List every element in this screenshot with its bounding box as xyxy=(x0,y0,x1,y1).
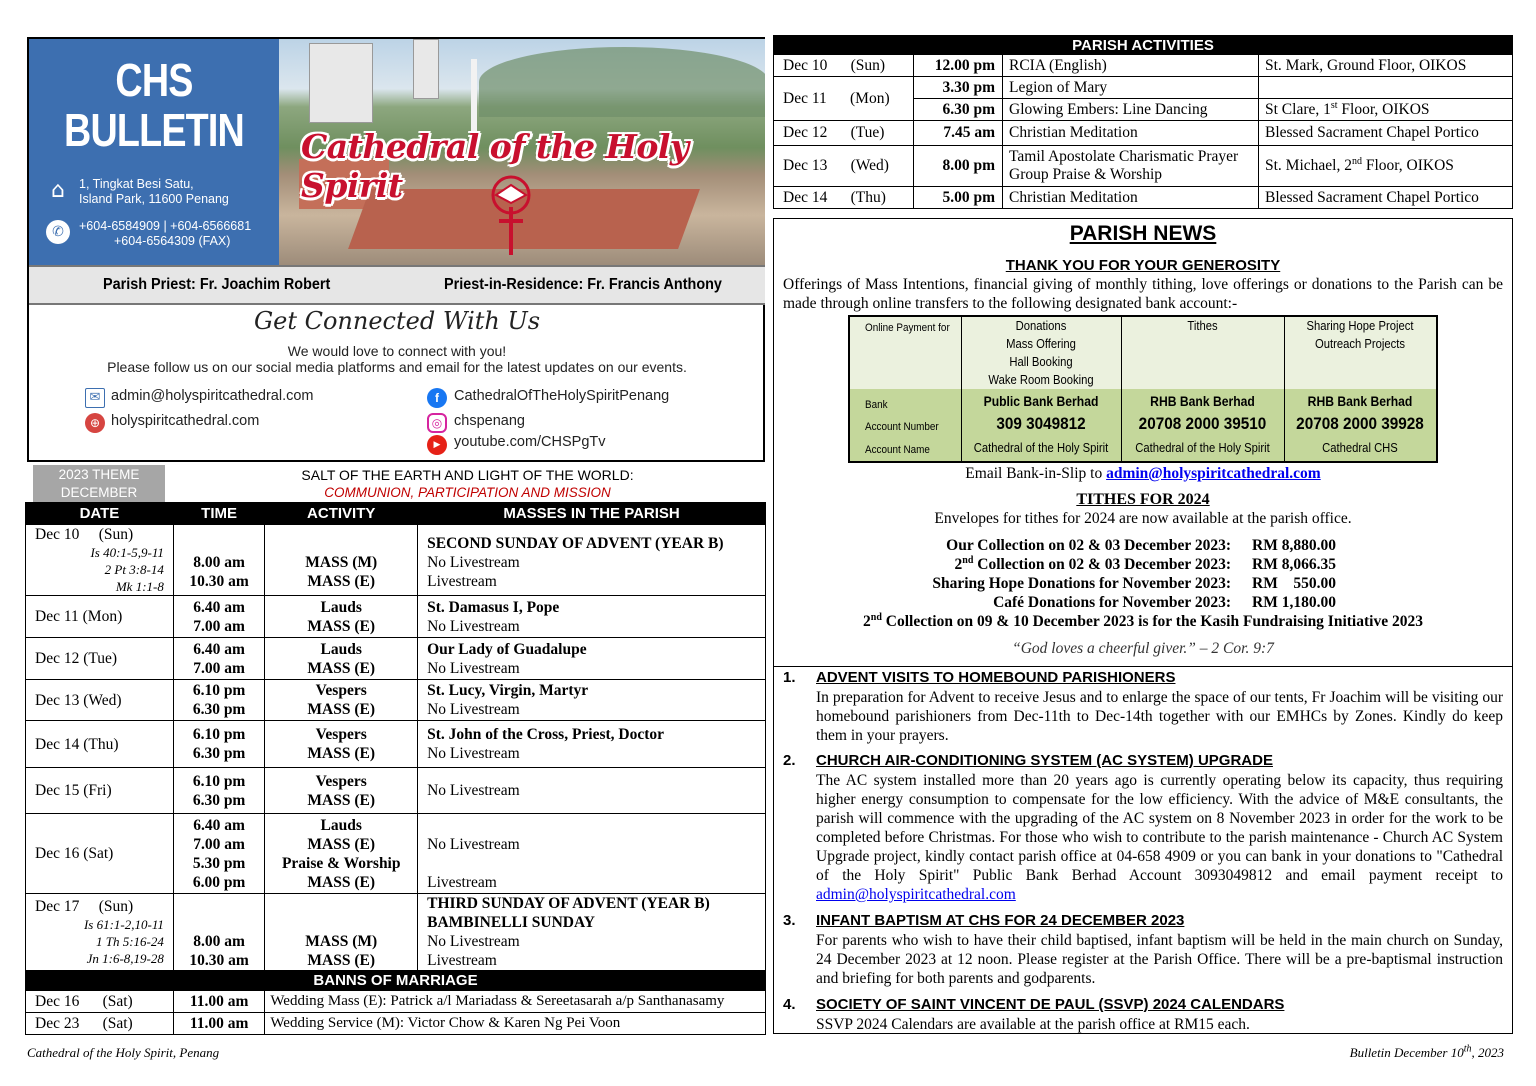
connect-message-1: We would love to connect with you! xyxy=(287,343,507,359)
time-cell xyxy=(173,814,264,894)
livestream-note: No Livestream xyxy=(427,745,520,762)
purpose: Donations xyxy=(1015,319,1067,333)
divider xyxy=(1121,317,1122,461)
livestream-note: No Livestream xyxy=(427,617,520,635)
mass-schedule-table xyxy=(25,502,766,1035)
collection-note xyxy=(774,613,1512,631)
collection-row xyxy=(774,575,1512,594)
activity: Lauds xyxy=(320,816,362,834)
activity: MASS (E) xyxy=(307,617,376,635)
bank-account-table xyxy=(848,315,1438,463)
address xyxy=(79,177,229,207)
activity-time: 7.45 am xyxy=(914,121,1003,146)
phone-line2: +604-6564309 (FAX) xyxy=(114,234,231,248)
column-header: MASSES IN THE PARISH xyxy=(418,503,766,525)
banns-row xyxy=(26,1013,766,1035)
date-cell: Dec 12 (Tue) xyxy=(26,638,174,680)
item-text-body: The AC system installed more than 20 years ago is currently operating below its capacity, thus requiring higher energy consumption to compensate for the low efficiency. With the advice of M&E consultants, the parish will commence with the upgrading of the AC system on 8 November 2023 in order for the work to be completed before Christmas. For those who wish to contribute to the parish maintenance - Church AC System Upgrade project, kindly contact parish office at 04-658 4909 or you can bank in your donations to "Cathedral of the Holy Spirit" Public Bank Berhad Account 3093049812 and email payment receipt to xyxy=(816,772,1503,884)
masses-cell xyxy=(418,894,766,971)
time: 6.00 pm xyxy=(192,873,246,891)
table-row xyxy=(26,894,766,971)
theme-month: DECEMBER xyxy=(60,485,138,500)
livestream-note: No Livestream xyxy=(427,835,520,853)
livestream-note: Livestream xyxy=(427,873,497,891)
contact-instagram[interactable]: chspenang xyxy=(454,413,525,429)
bank-name: RHB Bank Berhad xyxy=(1150,394,1255,409)
address-line1: 1, Tingkat Besi Satu, xyxy=(79,177,194,191)
banns-date: Dec 23 (Sat) xyxy=(26,1013,174,1035)
footer-year: , 2023 xyxy=(1471,1045,1504,1060)
date-cell xyxy=(26,525,174,596)
reading: Jn 1:6-8,19-28 xyxy=(86,951,164,966)
priests-bar xyxy=(29,265,765,305)
cathedral-photo xyxy=(279,39,765,265)
activity-cell xyxy=(265,638,418,680)
item-title: SOCIETY OF SAINT VINCENT DE PAUL (SSVP) 2024 CALENDARS xyxy=(816,996,1285,1013)
time: 7.00 am xyxy=(193,659,245,677)
divider xyxy=(961,317,962,461)
account-number: 20708 2000 39510 xyxy=(1138,414,1267,433)
table-row xyxy=(26,680,766,721)
activity-location: Blessed Sacrament Chapel Portico xyxy=(1259,187,1513,209)
theme-box xyxy=(33,465,165,502)
divider xyxy=(774,666,1512,667)
activity-date: Dec 14 (Thu) xyxy=(774,187,914,209)
activities-header: PARISH ACTIVITIES xyxy=(774,36,1513,55)
masses-cell xyxy=(418,768,766,814)
activity-cell xyxy=(265,525,418,596)
livestream-note: Livestream xyxy=(427,573,497,590)
time-cell xyxy=(173,768,264,814)
activity-cell xyxy=(265,768,418,814)
time: 7.00 am xyxy=(193,617,245,635)
time: 6.40 am xyxy=(193,598,245,616)
account-name: Cathedral of the Holy Spirit xyxy=(973,441,1109,455)
banns-detail: Wedding Service (M): Victor Chow & Karen Ng Pei Voon xyxy=(265,1013,766,1035)
activity-location: Blessed Sacrament Chapel Portico xyxy=(1259,121,1513,146)
item-title: ADVENT VISITS TO HOMEBOUND PARISHIONERS xyxy=(816,669,1176,686)
time-cell xyxy=(173,721,264,768)
feast: BAMBINELLI SUNDAY xyxy=(427,914,595,931)
time: 7.00 am xyxy=(193,835,245,853)
activity: MASS (E) xyxy=(307,573,376,590)
location-suffix: nd xyxy=(1351,155,1362,167)
livestream-note: No Livestream xyxy=(427,782,520,799)
brand-line2: BULLETIN xyxy=(64,104,244,156)
brand-panel xyxy=(29,39,279,265)
reading: Is 40:1-5,9-11 xyxy=(90,545,164,560)
item-title: INFANT BAPTISM AT CHS FOR 24 DECEMBER 2023 xyxy=(816,912,1185,929)
location-suffix: st xyxy=(1330,99,1338,111)
table-header-row xyxy=(774,36,1513,55)
table-header-row xyxy=(26,503,766,525)
reading: 1 Th 5:16-24 xyxy=(95,934,164,949)
divider xyxy=(1284,317,1285,461)
activity: MASS (E) xyxy=(307,791,376,809)
masses-cell xyxy=(418,721,766,768)
purpose: Mass Offering xyxy=(1006,337,1076,351)
activity-date: Dec 10 (Sun) xyxy=(774,55,914,77)
time: 5.30 pm xyxy=(192,854,246,872)
globe-icon: ⊕ xyxy=(85,413,105,433)
activity-time: 6.30 pm xyxy=(914,99,1003,121)
youtube-icon: ▶ xyxy=(427,435,447,455)
thanks-title: THANK YOU FOR YOUR GENEROSITY xyxy=(1005,257,1281,274)
parish-priest: Parish Priest: Fr. Joachim Robert xyxy=(103,276,331,293)
time: 8.00 am xyxy=(193,933,245,950)
account-number: 309 3049812 xyxy=(996,414,1086,433)
time: 6.30 pm xyxy=(192,791,246,809)
time-cell xyxy=(173,596,264,638)
time-cell xyxy=(173,638,264,680)
activity-line: Tamil Apostolate Charismatic Prayer xyxy=(1009,148,1239,165)
location-text: Floor, OIKOS xyxy=(1361,157,1454,174)
facebook-icon: f xyxy=(427,388,447,408)
purpose: Outreach Projects xyxy=(1314,337,1406,351)
connect-title: Get Connected With Us xyxy=(253,307,541,335)
date-cell: Dec 14 (Thu) xyxy=(26,721,174,768)
item-text xyxy=(816,771,1503,904)
feast: St. Lucy, Virgin, Martyr xyxy=(427,682,589,699)
banns-time: 11.00 am xyxy=(173,1013,264,1035)
feast: St. John of the Cross, Priest, Doctor xyxy=(427,726,665,743)
thanks-text: Offerings of Mass Intentions, financial giving of monthly tithing, love offerings or donations to the Parish can be made through online transfers to the following designated bank account:- xyxy=(783,276,1503,312)
collection-label xyxy=(955,556,1231,574)
activity-location xyxy=(1259,146,1513,187)
priest-in-residence: Priest-in-Residence: Fr. Francis Anthony xyxy=(444,276,722,293)
contact-website[interactable]: holyspiritcathedral.com xyxy=(111,413,260,429)
activity: MASS (E) xyxy=(307,952,376,969)
news-title: PARISH NEWS xyxy=(1069,222,1217,245)
activity-date: Dec 11 (Mon) xyxy=(774,77,914,121)
masses-cell xyxy=(418,814,766,894)
email-slip-text: Email Bank-in-Slip to xyxy=(965,465,1107,482)
tithes-text: Envelopes for tithes for 2024 are now available at the parish office. xyxy=(934,510,1352,527)
item-number: 1. xyxy=(783,669,796,686)
date-text: Dec 10 (Sun) xyxy=(35,526,134,543)
note-text: 2 xyxy=(863,613,871,630)
activity: Vespers xyxy=(315,726,367,743)
time: 6.40 am xyxy=(193,816,245,834)
table-row xyxy=(774,187,1513,209)
feast: St. Damasus I, Pope xyxy=(427,598,560,616)
theme-subtitle: COMMUNION, PARTICIPATION AND MISSION xyxy=(324,485,611,500)
address-line2: Island Park, 11600 Penang xyxy=(79,192,229,206)
time: 6.10 pm xyxy=(192,726,246,743)
collection-label-text: 2 xyxy=(954,556,963,573)
collection-row xyxy=(774,537,1512,556)
contact-facebook[interactable]: CathedralOfTheHolySpiritPenang xyxy=(454,388,670,404)
activity: MASS (E) xyxy=(307,745,376,762)
table-row xyxy=(774,55,1513,77)
activity: Vespers xyxy=(315,682,367,699)
contact-youtube[interactable]: youtube.com/CHSPgTv xyxy=(454,434,606,450)
activity-cell xyxy=(265,721,418,768)
activity-location: St. Mark, Ground Floor, OIKOS xyxy=(1259,55,1513,77)
time-cell xyxy=(173,894,264,971)
feast: SECOND SUNDAY OF ADVENT (YEAR B) xyxy=(427,535,724,552)
activity-date: Dec 13 (Wed) xyxy=(774,146,914,187)
column-header: TIME xyxy=(173,503,264,525)
tithes-purpose: Tithes xyxy=(1187,319,1218,333)
column-header: DATE xyxy=(26,503,174,525)
location-text: St Clare, 1 xyxy=(1265,100,1331,118)
phone-icon: ✆ xyxy=(46,220,70,244)
activity-cell xyxy=(265,680,418,721)
activity-name: Christian Meditation xyxy=(1003,187,1259,209)
collection-value: RM 8,880.00 xyxy=(1252,537,1336,554)
masses-cell xyxy=(418,596,766,638)
home-icon: ⌂ xyxy=(51,178,65,203)
reading: 2 Pt 3:8-14 xyxy=(104,562,164,577)
activity-cell xyxy=(265,814,418,894)
item-text: SSVP 2024 Calendars are available at the parish office at RM15 each. xyxy=(816,1016,1250,1033)
date-cell: Dec 15 (Fri) xyxy=(26,768,174,814)
connect-message-2: Please follow us on our social media platforms and email for the latest updates on our events. xyxy=(107,359,687,375)
collection-label: Sharing Hope Donations for November 2023: xyxy=(932,575,1231,592)
activity-name: Glowing Embers: Line Dancing xyxy=(1003,99,1259,121)
livestream-note: No Livestream xyxy=(427,701,520,718)
account-name: Cathedral CHS xyxy=(1322,441,1398,455)
parish-news xyxy=(773,218,1513,1034)
activity-name xyxy=(1003,146,1259,187)
footer-left: Cathedral of the Holy Spirit, Penang xyxy=(27,1045,220,1060)
parish-activities-table xyxy=(773,35,1513,209)
activity-location xyxy=(1259,77,1513,99)
date-cell: Dec 16 (Sat) xyxy=(26,814,174,894)
email-link[interactable]: admin@holyspiritcathedral.com xyxy=(816,886,1016,903)
donations-purposes xyxy=(969,317,1113,389)
item-number: 3. xyxy=(783,912,796,929)
location-text: Floor, OIKOS xyxy=(1337,100,1430,118)
time: 10.30 am xyxy=(189,952,249,969)
masses-cell xyxy=(418,525,766,596)
time: 8.00 am xyxy=(193,554,245,571)
email-icon: ✉ xyxy=(85,388,105,408)
banns-time: 11.00 am xyxy=(173,991,264,1013)
time: 6.40 am xyxy=(193,640,245,658)
feast: THIRD SUNDAY OF ADVENT (YEAR B) xyxy=(427,895,710,912)
item-text: In preparation for Advent to receive Jesus and to enlarge the space of our tents, Fr Joachim will be visiting our homebound parishioners from Dec-11th to Dec-14th together with our EMHCs by Zones. Kindly do keep them in your prayers. xyxy=(816,689,1503,744)
livestream-note: No Livestream xyxy=(427,933,520,950)
collection-row xyxy=(774,556,1512,575)
activity: Lauds xyxy=(320,598,362,616)
table-row xyxy=(26,596,766,638)
theme-year: 2023 THEME xyxy=(58,467,140,482)
collection-label: Our Collection on 02 & 03 December 2023: xyxy=(946,537,1231,554)
item-number: 2. xyxy=(783,752,796,769)
collection-value: RM 8,066.35 xyxy=(1252,556,1336,573)
bank-name: Public Bank Berhad xyxy=(983,394,1099,409)
activity-name: Legion of Mary xyxy=(1003,77,1259,99)
activity-cell xyxy=(265,596,418,638)
email-slip-line xyxy=(774,465,1512,483)
activity-line: Group Praise & Worship xyxy=(1009,166,1163,183)
banns-date: Dec 16 (Sat) xyxy=(26,991,174,1013)
ordinal-suffix: nd xyxy=(870,611,882,623)
instagram-icon: ◎ xyxy=(427,413,447,433)
banns-detail: Wedding Mass (E): Patrick a/l Mariadass & Sereetasarah a/p Santhanasamy xyxy=(265,991,766,1013)
activity-time: 5.00 pm xyxy=(914,187,1003,209)
table-row xyxy=(774,121,1513,146)
collection-row xyxy=(774,594,1512,613)
table-row xyxy=(26,525,766,596)
item-text: For parents who wish to have their child baptised, infant baptism will be held in the main church on Sunday, 24 December 2023 at 12 noon. Please register at the Parish Office. There will be a pre-baptismal instruction and briefing for both parents and godparents. xyxy=(816,932,1503,987)
online-payment-label: Online Payment for xyxy=(865,322,950,334)
time: 6.30 pm xyxy=(192,745,246,762)
collection-value: RM 550.00 xyxy=(1252,575,1336,592)
activity: MASS (M) xyxy=(305,933,378,950)
account-number: 20708 2000 39928 xyxy=(1296,414,1424,433)
time: 6.10 pm xyxy=(192,772,246,790)
table-row xyxy=(774,77,1513,99)
theme-title: SALT OF THE EARTH AND LIGHT OF THE WORLD: xyxy=(301,467,634,483)
banns-header: BANNS OF MARRIAGE xyxy=(26,971,766,991)
table-row xyxy=(26,638,766,680)
table-row xyxy=(26,721,766,768)
masses-cell xyxy=(418,680,766,721)
footer-date: Bulletin December 10 xyxy=(1349,1045,1464,1060)
activity-time: 12.00 pm xyxy=(914,55,1003,77)
footer-right xyxy=(1350,1045,1504,1061)
activity: MASS (E) xyxy=(307,873,376,891)
brand-line1: CHS xyxy=(115,54,193,106)
note-text: Collection on 09 & 10 December 2023 is for the Kasih Fundraising Initiative 2023 xyxy=(881,613,1423,630)
activity-time: 3.30 pm xyxy=(914,77,1003,99)
column-header: ACTIVITY xyxy=(265,503,418,525)
date-cell: Dec 11 (Mon) xyxy=(26,596,174,638)
livestream-note: No Livestream xyxy=(427,554,520,571)
collection-label-text: Collection on 02 & 03 December 2023: xyxy=(973,556,1231,573)
bank-label: Bank xyxy=(865,399,888,411)
time-cell xyxy=(173,525,264,596)
banns-row xyxy=(26,991,766,1013)
photo-building xyxy=(309,43,373,123)
activity: MASS (E) xyxy=(307,701,376,718)
cathedral-title: Cathedral of the Holy Spirit xyxy=(301,127,689,205)
activity: Lauds xyxy=(320,640,362,658)
photo-building xyxy=(413,39,439,99)
reading: Is 61:1-2,10-11 xyxy=(83,917,164,932)
activity-time: 8.00 pm xyxy=(914,146,1003,187)
activity-name: RCIA (English) xyxy=(1003,55,1259,77)
table-row xyxy=(26,768,766,814)
location-text: St. Michael, 2 xyxy=(1265,157,1352,174)
email-slip-link[interactable]: admin@holyspiritcathedral.com xyxy=(1106,465,1321,482)
footer-date-suffix: th xyxy=(1463,1043,1472,1055)
item-number: 4. xyxy=(783,996,796,1013)
activity: MASS (E) xyxy=(307,835,376,853)
purpose: Hall Booking xyxy=(1009,355,1073,369)
reading: Mk 1:1-8 xyxy=(115,579,164,594)
sharing-purposes xyxy=(1292,317,1429,353)
tithes-title: TITHES FOR 2024 xyxy=(1076,491,1210,508)
date-cell xyxy=(26,894,174,971)
dove-emblem-icon xyxy=(486,167,536,257)
date-text: Dec 17 (Sun) xyxy=(35,898,134,915)
purpose: Sharing Hope Project xyxy=(1306,319,1414,333)
banns-header-row xyxy=(26,971,766,991)
quote: “God loves a cheerful giver.” – 2 Cor. 9:7 xyxy=(1012,640,1274,657)
livestream-note: No Livestream xyxy=(427,659,520,677)
time: 6.30 pm xyxy=(192,701,246,718)
date-cell: Dec 13 (Wed) xyxy=(26,680,174,721)
activity: MASS (E) xyxy=(307,659,376,677)
purpose: Wake Room Booking xyxy=(988,373,1094,387)
activity-date: Dec 12 (Tue) xyxy=(774,121,914,146)
phone-line1: +604-6584909 | +604-6566681 xyxy=(79,219,252,233)
activity: Praise & Worship xyxy=(281,854,401,872)
table-row xyxy=(774,146,1513,187)
ordinal-suffix: nd xyxy=(962,554,974,566)
feast: Our Lady of Guadalupe xyxy=(427,640,587,658)
table-row xyxy=(26,814,766,894)
account-name-label: Account Name xyxy=(865,444,930,456)
time: 10.30 am xyxy=(189,573,249,590)
contact-email[interactable]: admin@holyspiritcathedral.com xyxy=(111,388,314,404)
masthead xyxy=(27,37,765,462)
photo-hill xyxy=(479,47,765,117)
activity: MASS (M) xyxy=(305,554,378,571)
collection-label: Café Donations for November 2023: xyxy=(993,594,1231,611)
account-number-label: Account Number xyxy=(865,421,939,433)
phones xyxy=(79,219,251,249)
account-name: Cathedral of the Holy Spirit xyxy=(1135,441,1270,455)
bank-name: RHB Bank Berhad xyxy=(1307,394,1413,409)
activity-location xyxy=(1259,99,1513,121)
masses-cell xyxy=(418,638,766,680)
activity-name: Christian Meditation xyxy=(1003,121,1259,146)
livestream-note: Livestream xyxy=(427,952,497,969)
item-title: CHURCH AIR-CONDITIONING SYSTEM (AC SYSTEM) UPGRADE xyxy=(816,752,1273,769)
time: 6.10 pm xyxy=(192,682,246,699)
activity-cell xyxy=(265,894,418,971)
time-cell xyxy=(173,680,264,721)
collection-value: RM 1,180.00 xyxy=(1252,594,1336,611)
activity: Vespers xyxy=(315,772,367,790)
